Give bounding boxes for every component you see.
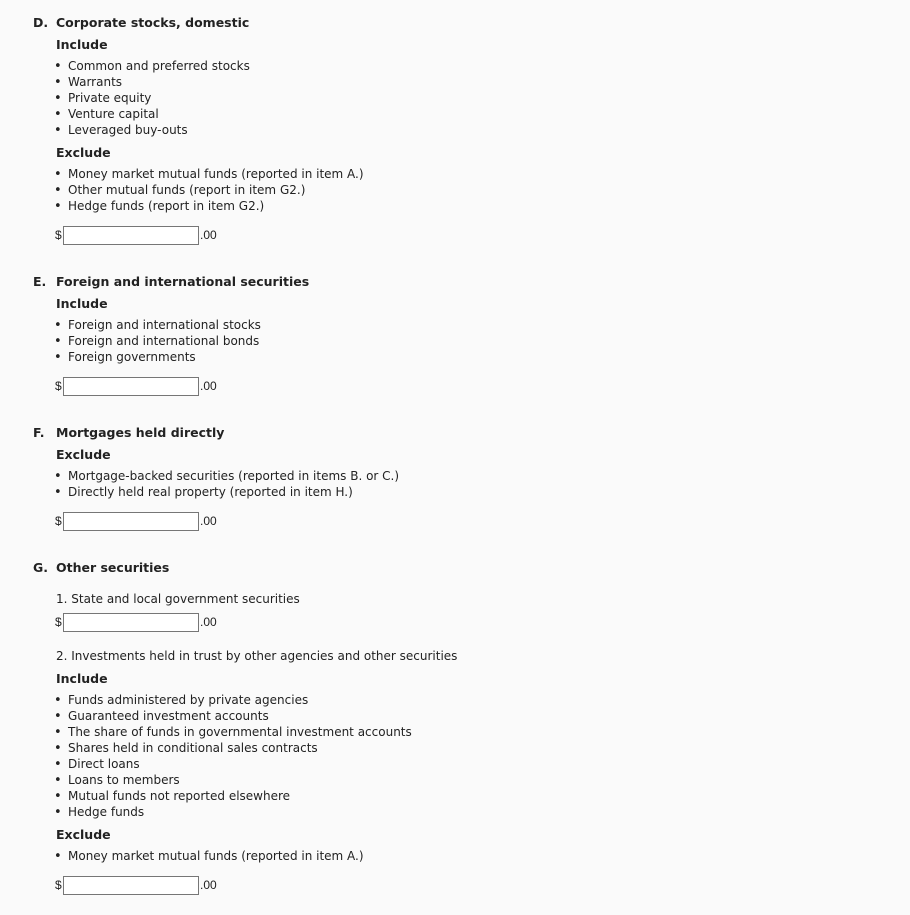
section-d-cents-suffix: .00 — [200, 228, 217, 242]
section-g2-include-item: • Hedge funds — [68, 805, 144, 819]
section-f-cents-suffix: .00 — [200, 514, 217, 528]
section-d-exclude-item: • Other mutual funds (report in item G2.) — [68, 183, 305, 197]
section-f-title: Mortgages held directly — [56, 425, 225, 440]
section-d-title: Corporate stocks, domestic — [56, 15, 250, 30]
section-e-letter: E. — [33, 274, 47, 289]
section-g2-amount-input[interactable] — [63, 876, 199, 895]
section-g-letter: G. — [33, 560, 49, 575]
section-g2-include-item: • The share of funds in governmental investment accounts — [68, 725, 412, 739]
section-d-include-heading: Include — [56, 37, 108, 52]
section-e-include-heading: Include — [56, 296, 108, 311]
section-e-include-item: • Foreign and international stocks — [68, 318, 261, 332]
section-g2-include-item: • Direct loans — [68, 757, 140, 771]
section-g2-exclude-item: • Money market mutual funds (reported in item A.) — [68, 849, 364, 863]
section-d-currency-symbol: $ — [55, 228, 62, 242]
section-e-include-item: • Foreign governments — [68, 350, 196, 364]
section-d-include-item: • Common and preferred stocks — [68, 59, 250, 73]
section-e-cents-suffix: .00 — [200, 379, 217, 393]
section-f-amount-input[interactable] — [63, 512, 199, 531]
section-f-exclude-item: • Mortgage-backed securities (reported in items B. or C.) — [68, 469, 399, 483]
section-d-amount-input[interactable] — [63, 226, 199, 245]
section-f-exclude-item: • Directly held real property (reported in item H.) — [68, 485, 353, 499]
section-e-title: Foreign and international securities — [56, 274, 310, 289]
section-d-exclude-heading: Exclude — [56, 145, 111, 160]
section-g2-include-item: • Guaranteed investment accounts — [68, 709, 269, 723]
section-g2-include-item: • Loans to members — [68, 773, 180, 787]
section-d-letter: D. — [33, 15, 49, 30]
section-f-letter: F. — [33, 425, 45, 440]
section-e-amount-input[interactable] — [63, 377, 199, 396]
section-d-exclude-item: • Money market mutual funds (reported in item A.) — [68, 167, 364, 181]
section-g2-include-heading: Include — [56, 671, 108, 686]
section-g1-amount-input[interactable] — [63, 613, 199, 632]
section-g2-exclude-heading: Exclude — [56, 827, 111, 842]
section-g2-currency-symbol: $ — [55, 878, 62, 892]
section-g2-include-item: • Mutual funds not reported elsewhere — [68, 789, 290, 803]
section-d-include-item: • Venture capital — [68, 107, 159, 121]
section-g2-include-item: • Shares held in conditional sales contracts — [68, 741, 318, 755]
section-g1-cents-suffix: .00 — [200, 615, 217, 629]
section-g1-label: 1. State and local government securities — [56, 592, 300, 606]
section-e-include-item: • Foreign and international bonds — [68, 334, 259, 348]
section-g2-include-item: • Funds administered by private agencies — [68, 693, 308, 707]
section-d-include-item: • Leveraged buy-outs — [68, 123, 188, 137]
section-d-include-item: • Warrants — [68, 75, 122, 89]
section-f-exclude-heading: Exclude — [56, 447, 111, 462]
section-g1-currency-symbol: $ — [55, 615, 62, 629]
section-d-exclude-item: • Hedge funds (report in item G2.) — [68, 199, 264, 213]
section-d-include-item: • Private equity — [68, 91, 151, 105]
section-g-title: Other securities — [56, 560, 170, 575]
section-f-currency-symbol: $ — [55, 514, 62, 528]
section-g2-label: 2. Investments held in trust by other agencies and other securities — [56, 649, 458, 663]
section-g2-cents-suffix: .00 — [200, 878, 217, 892]
section-e-currency-symbol: $ — [55, 379, 62, 393]
